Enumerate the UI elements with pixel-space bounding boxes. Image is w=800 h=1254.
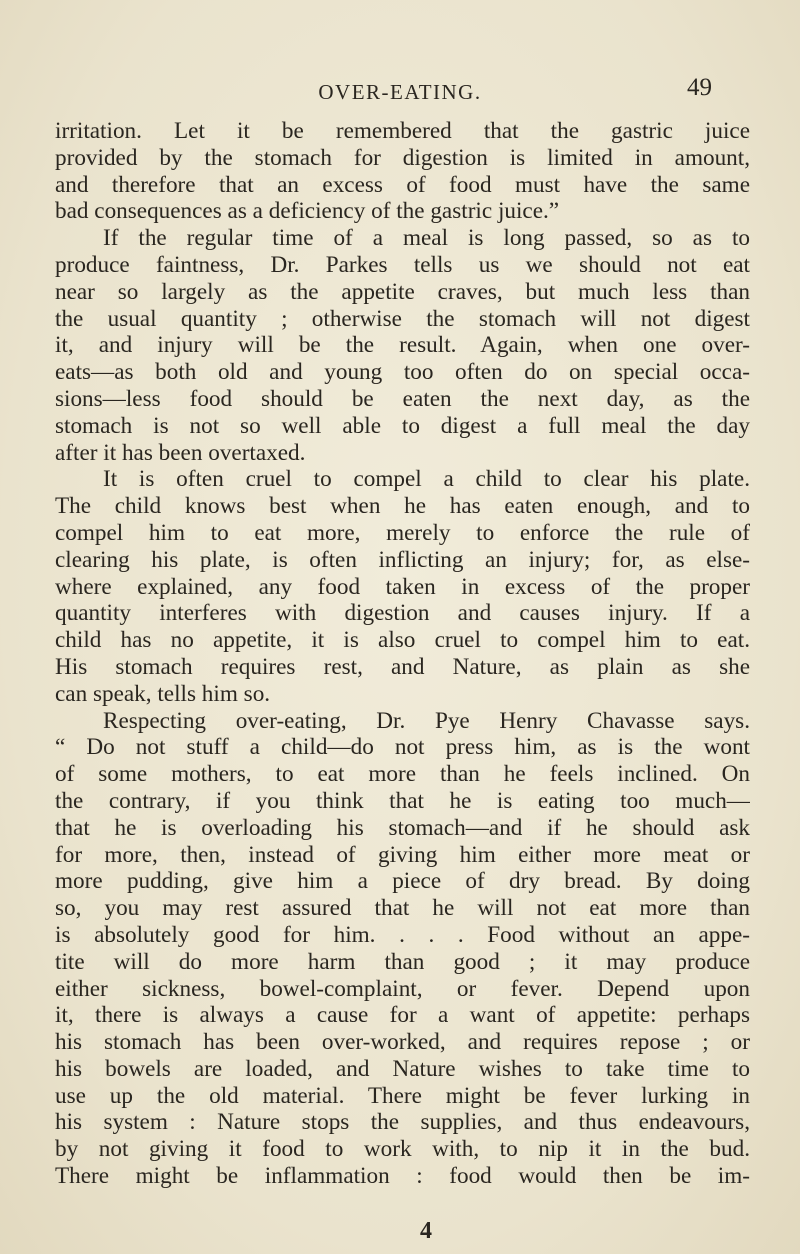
text-line: the contrary, if you think that he is eating too much— bbox=[55, 787, 750, 814]
text-line: “ Do not stuff a child—do not press him, as is the wont bbox=[55, 734, 750, 761]
text-line: and therefore that an excess of food must have the same bbox=[55, 171, 750, 198]
text-line: either sickness, bowel-complaint, or fever. Depend upon bbox=[55, 975, 750, 1002]
text-line: that he is overloading his stomach—and if he should ask bbox=[55, 814, 750, 841]
running-head bbox=[0, 74, 800, 110]
text-line: by not giving it food to work with, to nip it in the bud. bbox=[55, 1136, 750, 1163]
text-line: it, and injury will be the result. Again, when one over- bbox=[55, 332, 750, 359]
text-line: quantity interferes with digestion and causes injury. If a bbox=[55, 600, 750, 627]
text-line: His stomach requires rest, and Nature, as plain as she bbox=[55, 653, 750, 680]
text-line: more pudding, give him a piece of dry bread. By doing bbox=[55, 868, 750, 895]
text-line: If the regular time of a meal is long passed, so as to bbox=[103, 225, 750, 252]
body-text bbox=[55, 118, 750, 1190]
text-line: tite will do more harm than good ; it may produce bbox=[55, 948, 750, 975]
text-line: sions—less food should be eaten the next day, as the bbox=[55, 385, 750, 412]
text-line: provided by the stomach for digestion is limited in amount, bbox=[55, 144, 750, 171]
text-line: his bowels are loaded, and Nature wishes to take time to bbox=[55, 1055, 750, 1082]
text-line: child has no appetite, it is also cruel to compel him to eat. bbox=[55, 627, 750, 654]
text-line: where explained, any food taken in excess of the proper bbox=[55, 573, 750, 600]
text-line: There might be inflammation : food would then be im- bbox=[55, 1163, 750, 1190]
text-line: after it has been overtaxed. bbox=[55, 439, 306, 466]
text-line: is absolutely good for him. . . . Food without an appe- bbox=[55, 921, 750, 948]
signature-mark: 4 bbox=[420, 1218, 432, 1244]
text-line: his stomach has been over-worked, and requires repose ; or bbox=[55, 1029, 750, 1056]
text-line: irritation. Let it be remembered that the gastric juice bbox=[55, 118, 750, 144]
text-line: clearing his plate, is often inflicting an injury; for, as else- bbox=[55, 546, 750, 573]
text-line: use up the old material. There might be fever lurking in bbox=[55, 1082, 750, 1109]
text-line: The child knows best when he has eaten enough, and to bbox=[55, 493, 750, 520]
text-line: near so largely as the appetite craves, but much less than bbox=[55, 278, 750, 305]
text-line: compel him to eat more, merely to enforce the rule of bbox=[55, 519, 750, 546]
text-line: it, there is always a cause for a want of appetite: perhaps bbox=[55, 1002, 750, 1029]
text-line: eats—as both old and young too often do on special occa- bbox=[55, 359, 750, 386]
text-line: of some mothers, to eat more than he feels inclined. On bbox=[55, 761, 750, 788]
text-line: Respecting over-eating, Dr. Pye Henry Chavasse says. bbox=[103, 707, 750, 734]
text-line: his system : Nature stops the supplies, and thus endeavours, bbox=[55, 1109, 750, 1136]
text-line: produce faintness, Dr. Parkes tells us we should not eat bbox=[55, 251, 750, 278]
text-line: the usual quantity ; otherwise the stomach will not digest bbox=[55, 305, 750, 332]
text-line: It is often cruel to compel a child to clear his plate. bbox=[103, 466, 750, 493]
text-line: so, you may rest assured that he will not eat more than bbox=[55, 895, 750, 922]
text-line: bad consequences as a deficiency of the gastric juice.” bbox=[55, 198, 560, 225]
text-line: for more, then, instead of giving him either more meat or bbox=[55, 841, 750, 868]
text-line: stomach is not so well able to digest a full meal the day bbox=[55, 412, 750, 439]
running-title: OVER-EATING. bbox=[318, 80, 482, 104]
page-number: 49 bbox=[687, 74, 712, 101]
text-line: can speak, tells him so. bbox=[55, 680, 271, 707]
